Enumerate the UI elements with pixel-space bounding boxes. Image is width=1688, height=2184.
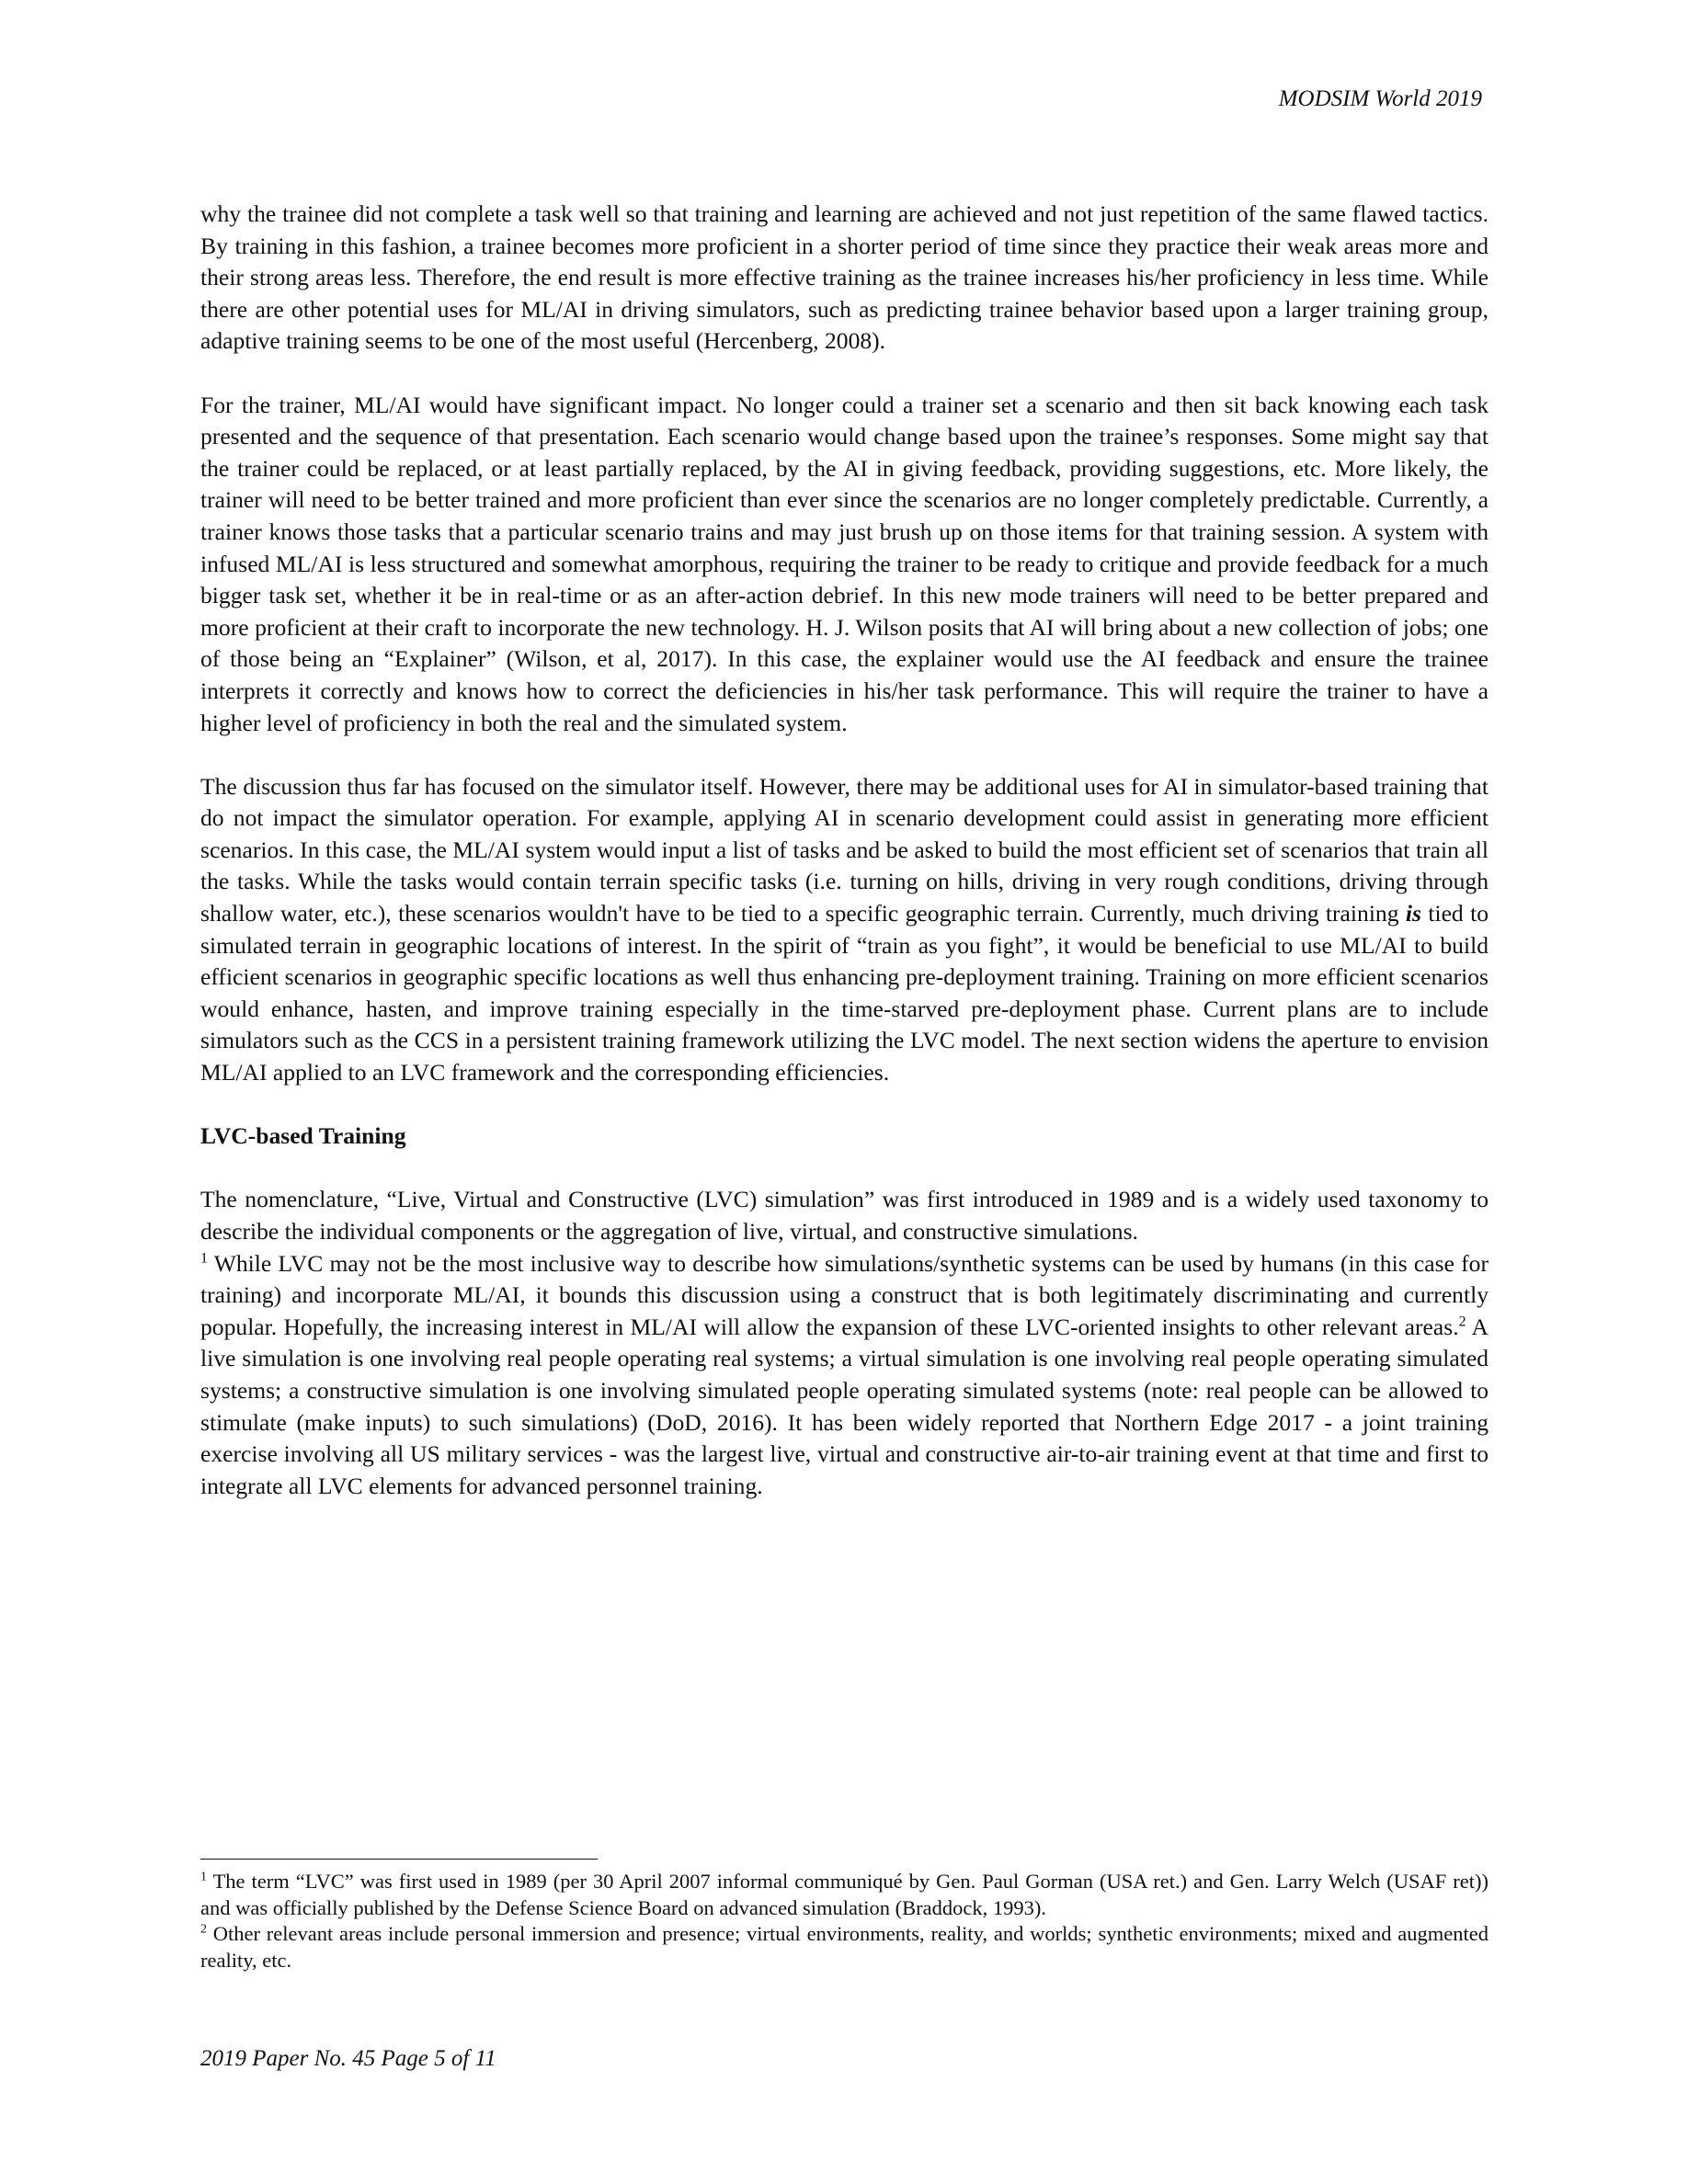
footnote-2	[200, 1921, 1488, 1974]
paragraph-text: The nomenclature, “Live, Virtual and Constructive (LVC) simulation” was first introduced in 1989 and is a widely used taxonomy to describe the individual components or the aggregation of live, virtual, and constructive simulations.	[200, 1186, 1488, 1245]
footnote-marker: 2	[200, 1922, 207, 1937]
paragraph-text: The discussion thus far has focused on the simulator itself. However, there may be additional uses for AI in simulator-based training that do not impact the simulator operation. For example, applying AI in scenario development could assist in generating more efficient scenarios. In this case, the ML/AI system would input a list of tasks and be asked to build the most efficient set of scenarios that train all the tasks. While the tasks would contain terrain specific tasks (i.e. turning on hills, driving in very rough conditions, driving through shallow water, etc.), these scenarios wouldn't have to be tied to a specific geographic terrain. Currently, much driving training	[200, 772, 1488, 927]
paragraph-trainer-impact: For the trainer, ML/AI would have significant impact. No longer could a trainer set a scenario and then sit back knowing each task presented and the sequence of that presentation. Each scenario would change based upon the trainee’s responses. Some might say that the trainer could be replaced, or at least partially replaced, by the AI in giving feedback, providing suggestions, etc. More likely, the trainer will need to be better trained and more proficient than ever since the scenarios are no longer completely predictable. Currently, a trainer knows those tasks that a particular scenario trains and may just brush up on those items for that training session. A system with infused ML/AI is less structured and somewhat amorphous, requiring the trainer to be ready to critique and provide feedback for a much bigger task set, whether it be in real-time or as an after-action debrief. In this new mode trainers will need to be better prepared and more proficient at their craft to incorporate the new technology. H. J. Wilson posits that AI will bring about a new collection of jobs; one of those being an “Explainer” (Wilson, et al, 2017). In this case, the explainer would use the AI feedback and ensure the trainee interprets it correctly and knows how to correct the deficiencies in his/her task performance. This will require the trainer to have a higher level of proficiency in both the real and the simulated system.	[200, 391, 1488, 736]
footnote-ref-2: 2	[1458, 1314, 1466, 1330]
paragraph-adaptive-training: why the trainee did not complete a task well so that training and learning are achieved and not just repetition of the same flawed tactics. By training in this fashion, a trainee becomes more proficient in a shorter period of time since they practice their weak areas more and their strong areas less. Therefore, the end result is more effective training as the trainee increases his/her proficiency in less time. While there are other potential uses for ML/AI in driving simulators, such as predicting trainee behavior based upon a larger training group, adaptive training seems to be one of the most useful (Hercenberg, 2008).	[200, 200, 1488, 355]
paragraph-lvc-nomenclature	[200, 1184, 1488, 1502]
section-heading: LVC-based Training	[200, 1122, 406, 1150]
footnote-text: Other relevant areas include personal immersion and presence; virtual environments, reality, and worlds; synthetic environments; mixed and augmented reality, etc.	[200, 1922, 1488, 1972]
footnote-marker: 1	[200, 1870, 207, 1884]
footnote-text: The term “LVC” was first used in 1989 (per 30 April 2007 informal communiqué by Gen. Paul Gorman (USA ret.) and Gen. Larry Welch (USAF ret)) and was officially published by the Defense Science Board on advanced simulation (Braddock, 1993).	[200, 1870, 1488, 1919]
paragraph-text: a joint training exercise involving all US military services - was the largest live, virtual and constructive air-to-air training event at that time and first to integrate all LVC elements for advanced personnel training.	[200, 1408, 1488, 1499]
paragraph-text: tied to simulated terrain in geographic locations of interest. In the spirit of “train as you fight”, it would be beneficial to use ML/AI to build efficient scenarios in geographic specific locations as well thus enhancing pre-deployment training. Training on more efficient scenarios would enhance, hasten, and improve training especially in the time-starved pre-deployment phase. Current plans are to include simulators such as the CCS in a persistent training framework utilizing the LVC model. The next section widens the aperture to envision ML/AI applied to an LVC framework and the corresponding efficiencies.	[200, 900, 1488, 1086]
running-header: MODSIM World 2019	[1278, 86, 1482, 111]
running-footer: 2019 Paper No. 45 Page 5 of 11	[200, 2046, 496, 2071]
footnote-ref-1: 1	[200, 1250, 208, 1267]
footnote-separator	[200, 1859, 598, 1860]
emphasis-is: is	[1405, 900, 1421, 927]
body-text	[200, 199, 1488, 1502]
footnotes	[200, 1869, 1488, 1974]
bold-dash: -	[1324, 1408, 1332, 1436]
footnote-1	[200, 1869, 1488, 1921]
paragraph-text: A live simulation is one involving real people operating real systems; a virtual simulation is one involving real people operating simulated systems; a constructive simulation is one involving simulated people operating simulated systems (note: real people can be allowed to stimulate (make inputs) to such simulations) (DoD, 2016). It has been widely reported that Northern Edge 2017	[200, 1313, 1488, 1436]
paragraph-scenario-development	[200, 771, 1488, 1089]
paragraph-text: While LVC may not be the most inclusive way to describe how simulations/synthetic systems can be used by humans (in this case for training) and incorporate ML/AI, it bounds this discussion using a construct that is both legitimately discriminating and currently popular. Hopefully, the increasing interest in ML/AI will allow the expansion of these LVC-oriented insights to other relevant areas.	[200, 1249, 1488, 1340]
